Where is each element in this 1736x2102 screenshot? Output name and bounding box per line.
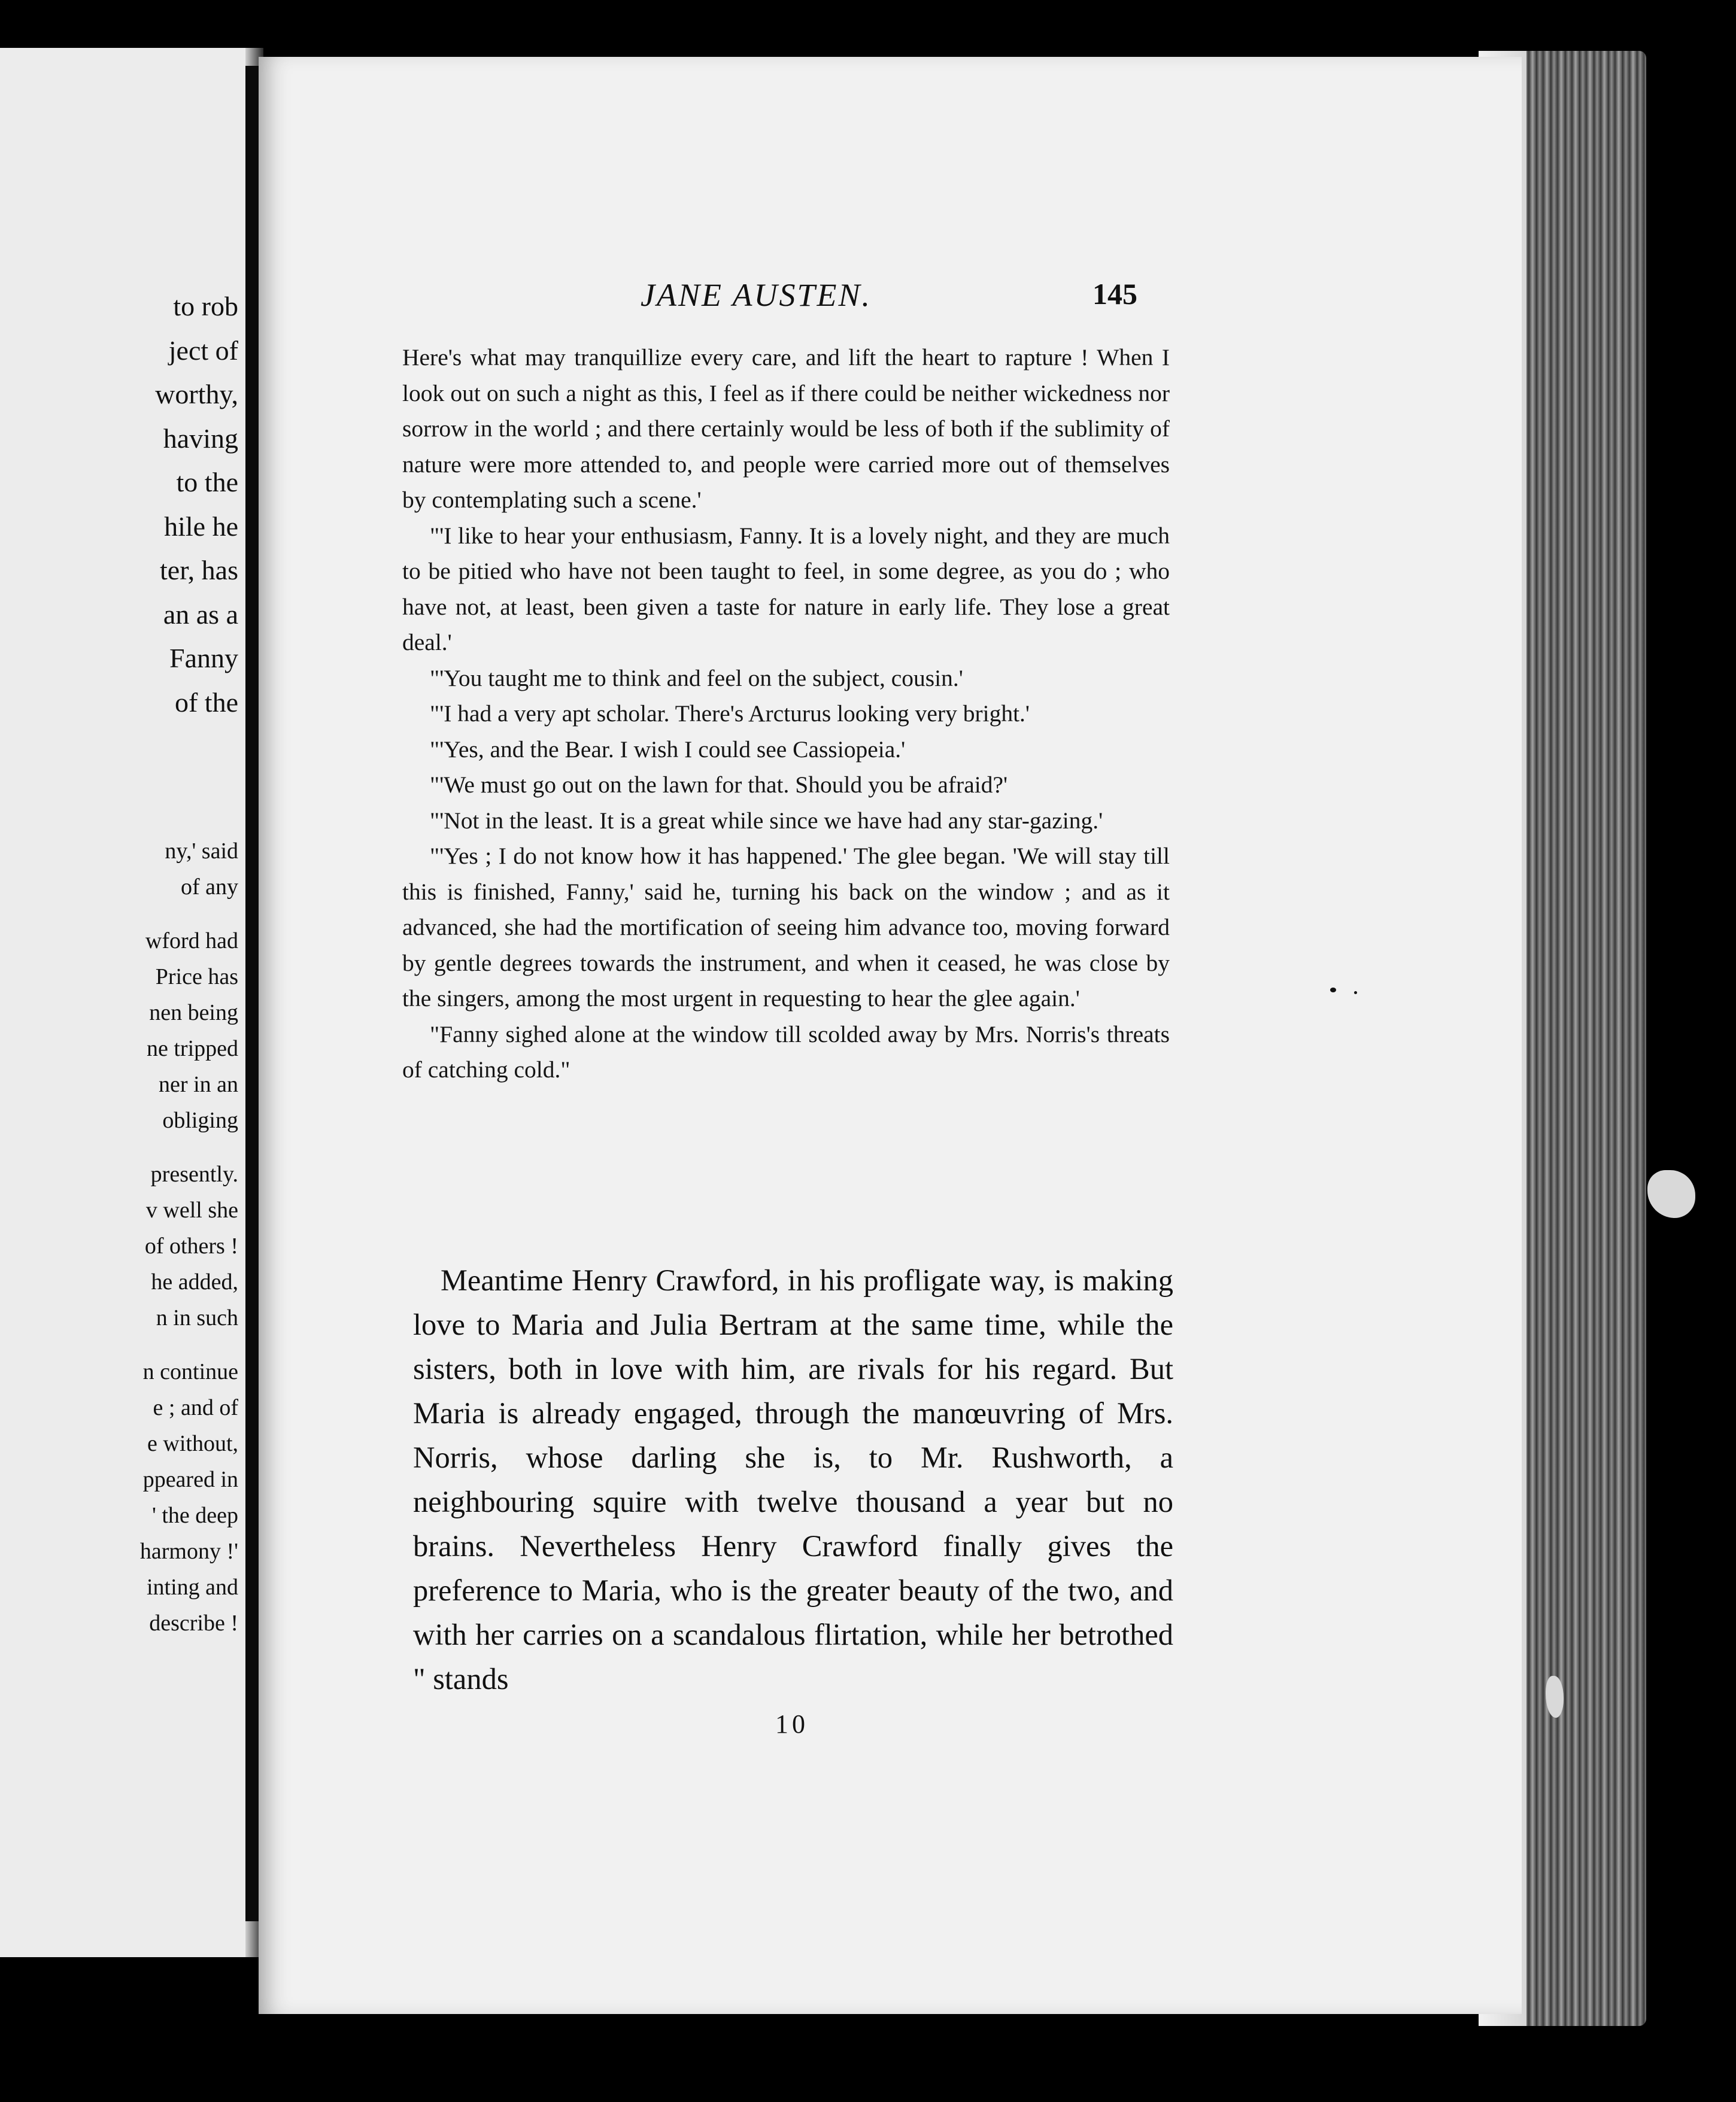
left-page-line: having	[163, 423, 238, 454]
left-page-line: Fanny	[169, 643, 238, 673]
left-page-line: ne tripped	[146, 1036, 238, 1061]
body-paragraph: Meantime Henry Crawford, in his profligate way, is making love to Maria and Julia Bertram at the same time, while the sisters, both in love with him, are rivals for his regard. But Maria is already engaged, through the manœuvring of Mrs. Norris, whose darling she is, to Mr. Rushworth, a neighbouring squire with twelve thousand a year but no brains. Nevertheless Henry Crawford finally gives the preference to Maria, who is the greater beauty of the two, and with her carries on a scandalous flirtation, while her betrothed " stands	[413, 1263, 1173, 1696]
left-page-line: n continue	[142, 1359, 238, 1384]
left-page-line: inting and	[146, 1575, 238, 1600]
quote-paragraph: "'You taught me to think and feel on the subject, cousin.'	[430, 664, 963, 691]
left-page-line: to rob	[173, 291, 238, 321]
left-page-line: to the	[176, 467, 238, 497]
quoted-passage	[402, 340, 1170, 1088]
left-page	[0, 48, 263, 1957]
quote-paragraph: "'Yes ; I do not know how it has happened.' The glee began. 'We will stay till this is finished, Fanny,' said he, turning his back on the window ; and as it advanced, she had the mortification of seeing him advance too, moving forward by gentle degrees towards the instrument, and when it ceased, he was close by the singers, among the most urgent in requesting to hear the glee again.'	[402, 843, 1170, 1011]
left-page-line: hile he	[164, 511, 238, 542]
left-page-line: obliging	[162, 1108, 238, 1133]
quote-paragraph: Here's what may tranquillize every care, and lift the heart to rapture ! When I look out on such a night as this, I feel as if there could be neither wickedness nor sorrow in the world ; and there certainly would be less of both if the sublimity of nature were more attended to, and people were carried more out of themselves by contemplating such a scene.'	[402, 344, 1170, 513]
left-page-line: harmony !'	[139, 1539, 238, 1564]
quote-paragraph: "'Yes, and the Bear. I wish I could see Cassiopeia.'	[430, 736, 906, 763]
left-page-line: presently.	[150, 1162, 238, 1187]
left-page-line: of any	[180, 874, 238, 900]
left-page-line: ny,' said	[165, 839, 238, 864]
left-page-line: ject of	[168, 335, 238, 366]
left-page-line: v well she	[145, 1198, 238, 1223]
left-page-line: wford had	[145, 928, 238, 953]
left-page-line: worthy,	[155, 379, 238, 409]
left-page-line: an as a	[163, 599, 238, 630]
left-page-line: of the	[174, 687, 238, 718]
left-page-line: ' the deep	[151, 1503, 238, 1528]
quote-paragraph: "'We must go out on the lawn for that. Should you be afraid?'	[430, 771, 1008, 798]
quote-paragraph: "Fanny sighed alone at the window till scolded away by Mrs. Norris's threats of catching cold."	[402, 1020, 1170, 1083]
scan-speck	[1330, 988, 1336, 992]
signature-mark: 10	[775, 1709, 809, 1739]
left-page-line: n in such	[156, 1305, 238, 1331]
scan-speck	[1354, 991, 1357, 994]
quote-paragraph: "'I like to hear your enthusiasm, Fanny. It is a lovely night, and they are much to be pitied who have not been taught to feel, in some degree, as you do ; who have not, at least, been given a taste for nature in early life. They lose a great deal.'	[402, 522, 1170, 655]
quote-paragraph: "'I had a very apt scholar. There's Arcturus looking very bright.'	[430, 700, 1030, 727]
left-page-line: he added,	[151, 1269, 238, 1295]
running-head: JANE AUSTEN.	[641, 277, 872, 313]
left-page-line: Price has	[155, 964, 238, 989]
left-page-line: ter, has	[160, 555, 238, 585]
left-page-line: nen being	[149, 1000, 238, 1025]
quote-paragraph: "'Not in the least. It is a great while since we have had any star-gazing.'	[430, 807, 1103, 834]
left-page-line: ner in an	[159, 1072, 238, 1097]
left-page-line: e ; and of	[153, 1395, 238, 1420]
left-page-line: ppeared in	[142, 1467, 238, 1492]
scan-blotch	[1647, 1170, 1695, 1218]
page-number: 145	[1092, 277, 1137, 311]
left-page-line: e without,	[147, 1431, 238, 1456]
left-page-line: describe !	[149, 1611, 238, 1636]
left-page-line: of others !	[144, 1234, 238, 1259]
